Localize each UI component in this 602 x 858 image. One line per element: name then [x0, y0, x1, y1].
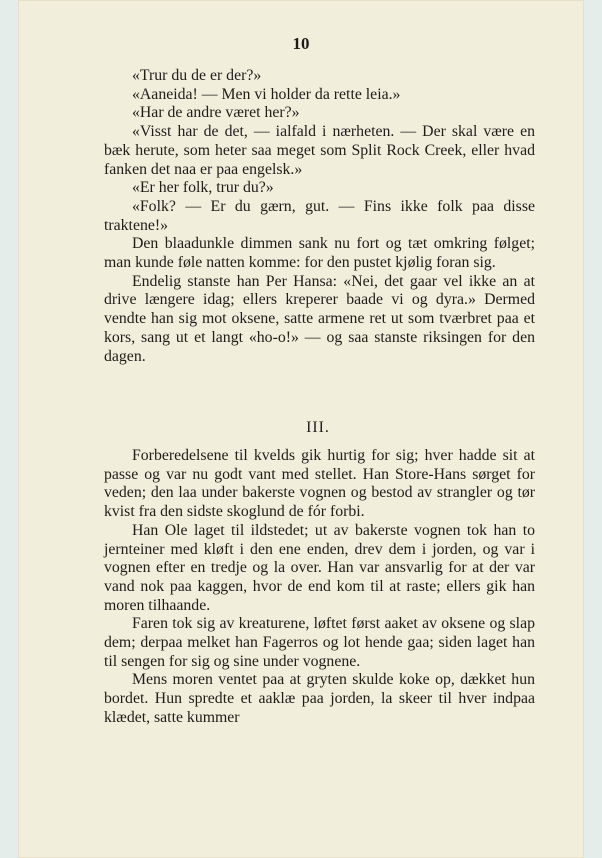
text-block-upper	[104, 67, 535, 366]
paragraph: Han Ole laget til ildstedet; ut av bakerste vognen tok han to jernteiner med kløft i den ene enden, drev dem i jorden, og var i vognen efter en tredje og la over. Han var ansvarlig for at der var vand nok paa kaggen, hvor de end kom til at raste; ellers gik han moren tilhaande.	[104, 521, 535, 614]
page-number: 10	[292, 34, 310, 53]
paragraph: Mens moren ventet paa at gryten skulde koke op, dækket hun bordet. Hun spredte et aaklæ paa jorden, la skeer til hver indpaa klædet, satte kummer	[104, 671, 535, 726]
paragraph: «Folk? — Er du gærn, gut. — Fins ikke folk paa disse traktene!»	[104, 197, 535, 234]
section-heading: III.	[306, 419, 330, 436]
paragraph: «Har de andre været her?»	[132, 104, 300, 122]
paragraph: Faren tok sig av kreaturene, løftet først aaket av oksene og slap dem; derpaa melket han Fagerros og lot hende gaa; siden laget han til sengen for sig og sine under vognene.	[104, 615, 535, 670]
paragraph: «Er her folk, trur du?»	[132, 179, 274, 197]
paragraph: Forberedelsene til kvelds gik hurtig for sig; hver hadde sit at passe og var nu godt vant med stellet. Han Store-Hans sørget for veden; den laa under bakerste vognen og bestod av strangler og tør kvist fra den sidste skoglund de fór forbi.	[104, 447, 535, 521]
paragraph: «Visst har de det, — ialfald i nærheten. — Der skal være en bæk herute, som heter saa meget som Split Rock Creek, eller hvad fanken det naa er paa engelsk.»	[104, 123, 535, 178]
text-block-lower	[104, 447, 535, 728]
paragraph: «Aaneida! — Men vi holder da rette leia.»	[132, 85, 401, 103]
paragraph: Endelig stanste han Per Hansa: «Nei, det gaar vel ikke an at drive længere idag; ellers kreperer baade vi og dyra.» Dermed vendte han sig mot oksene, satte armene ret ut som tværbret paa et kors, sang ut et langt «ho-o!» — og saa stanste riksingen for den dagen.	[104, 272, 535, 365]
paragraph: «Trur du de er der?»	[132, 67, 262, 84]
paragraph: Den blaadunkle dimmen sank nu fort og tæt omkring følget; man kunde føle natten komme: for den pustet kjølig foran sig.	[104, 235, 535, 272]
